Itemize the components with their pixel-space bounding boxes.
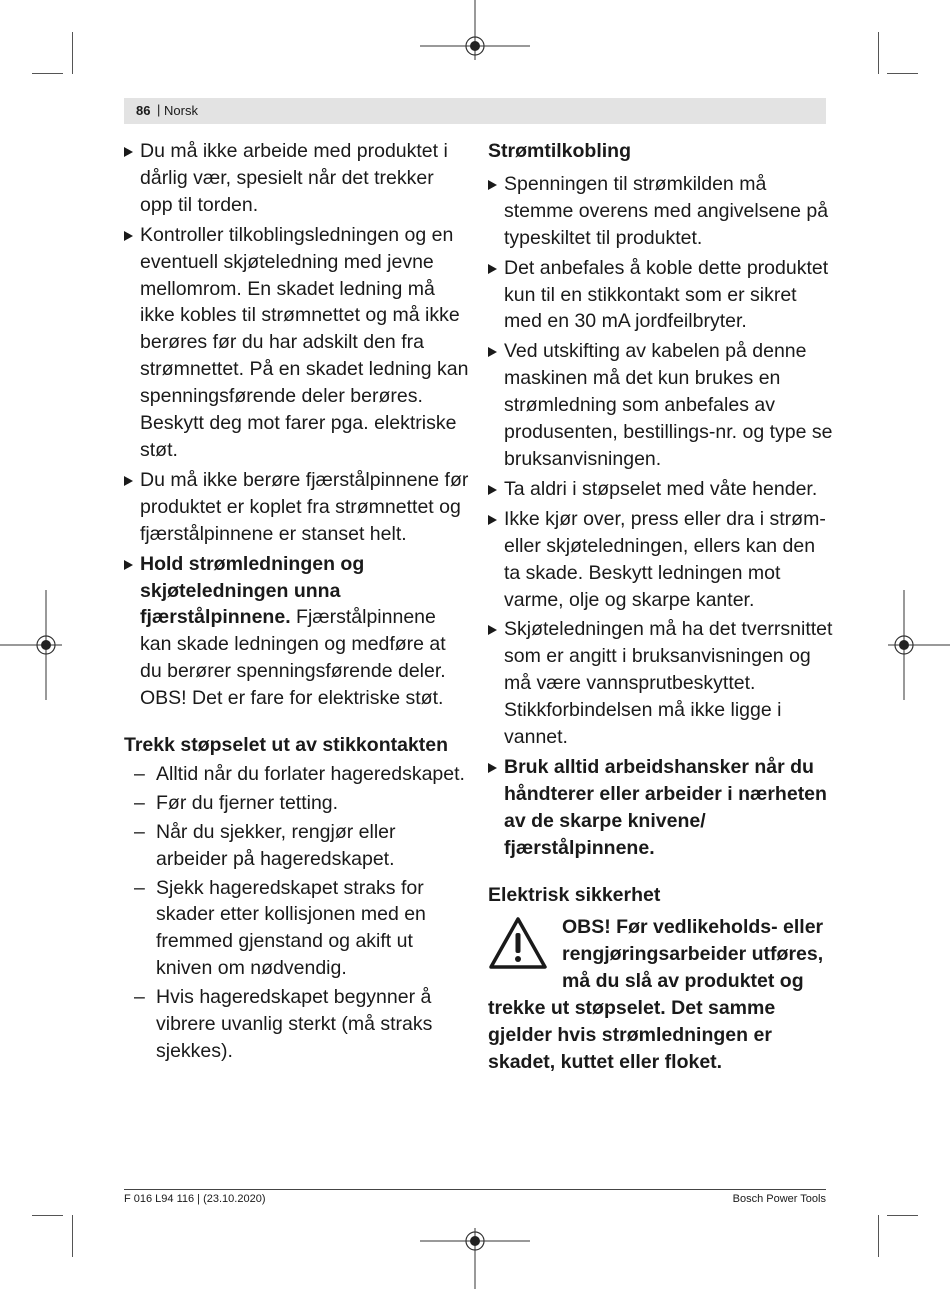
warning-triangle-icon	[488, 916, 548, 970]
triangle-bullet-icon	[124, 476, 133, 486]
bullet-item: Ta aldri i støpselet med våte hender.	[488, 476, 833, 503]
header-separator: |	[157, 102, 161, 117]
triangle-bullet-icon	[124, 147, 133, 157]
triangle-bullet-icon	[488, 625, 497, 635]
bullet-item: Du må ikke arbeide med produktet i dårlig vær, spesielt når det trekker opp til torden.	[124, 138, 469, 219]
triangle-bullet-icon	[488, 515, 497, 525]
bullet-item: Spenningen til strømkilden må stemme overens med angivelsene på typeskiltet til produktet.	[488, 171, 833, 252]
warning-text: OBS! Før vedlikeholds- eller rengjøringsarbeider utføres, må du slå av produktet og trekke ut støpselet. Det samme gjelder hvis strømledningen er skadet, kuttet eller floket.	[488, 916, 824, 1073]
warning-block	[488, 914, 833, 1075]
registration-mark-left	[0, 590, 75, 700]
triangle-bullet-icon	[488, 485, 497, 495]
triangle-bullet-icon	[488, 264, 497, 274]
footer-doc-id: F 016 L94 116 | (23.10.2020)	[124, 1193, 266, 1205]
triangle-bullet-icon	[488, 180, 497, 190]
header-language: Norsk	[164, 103, 198, 118]
dash-item: – Hvis hageredskapet begynner å vibrere uvanlig sterkt (må straks sjekkes).	[134, 986, 433, 1062]
registration-mark-right	[875, 590, 950, 700]
registration-mark-bottom	[420, 1214, 530, 1289]
page-footer	[124, 1189, 826, 1205]
bullet-item: Skjøteledningen må ha det tverrsnittet som er angitt i bruksanvisningen og må være vannsprutbeskyttet. Stikkforbindelsen må ikke ligge i vannet.	[488, 616, 833, 751]
page-header	[124, 98, 826, 124]
triangle-bullet-icon	[124, 231, 133, 241]
page-number: 86	[136, 103, 151, 118]
triangle-bullet-icon	[488, 763, 497, 773]
bullet-item: Du må ikke berøre fjærstålpinnene før produktet er koplet fra strømnettet og fjærstålpinnene er stanset helt.	[124, 467, 469, 548]
registration-mark-top	[420, 0, 530, 75]
section-heading-power: Strømtilkobling	[488, 140, 631, 162]
bullet-item: Kontroller tilkoblingsledningen og en eventuell skjøteledning med jevne mellomrom. En skadet ledning må ikke kobles til strømnettet og må ikke berøres før du har adskilt den fra strømnettet. På en skadet ledning kan spenningsførende deler berøres. Beskytt deg mot farer pga. elektriske støt.	[124, 222, 469, 464]
bullet-item: Det anbefales å koble dette produktet kun til en stikkontakt som er sikret med en 30 mA jordfeilbryter.	[488, 255, 833, 336]
right-column	[488, 138, 833, 1076]
left-column	[124, 138, 469, 1067]
triangle-bullet-icon	[124, 560, 133, 570]
dash-item: – Alltid når du forlater hageredskapet.	[134, 762, 465, 785]
bold-lead: Hold strømledningen og skjøteledningen unna fjærstålpinnene.	[140, 552, 365, 629]
section-heading-electrical-safety: Elektrisk sikkerhet	[488, 883, 661, 906]
bullet-item	[488, 754, 833, 862]
bold-lead: Bruk alltid arbeidshansker når du håndterer eller arbeider i nærheten av de skarpe knivene/ fjærstålpinnene.	[504, 755, 827, 859]
bullet-item: Hold strømledningen og skjøteledningen unna fjærstålpinnene. Fjærstålpinnene kan skade ledningen og medføre at du berører spenningsførende deler. OBS! Det er fare for elektriske støt.	[124, 551, 469, 712]
bullet-item: Ikke kjør over, press eller dra i strøm- eller skjøteledningen, ellers kan den ta skade. Beskytt ledningen mot varme, olje og skarpe kanter.	[488, 506, 833, 614]
section-heading-unplug: Trekk støpselet ut av stikkontakten	[124, 734, 449, 757]
dash-item: – Sjekk hageredskapet straks for skader etter kollisjonen med en fremmed gjenstand og akift ut kniven om nødvendig.	[134, 876, 426, 980]
bullet-item: Ved utskifting av kabelen på denne maskinen må det kun brukes en strømledning som anbefales av produsenten, bestillings-nr. og type se bruksanvisningen.	[488, 338, 833, 473]
dash-item: – Før du fjerner tetting.	[134, 791, 339, 814]
dash-item: – Når du sjekker, rengjør eller arbeider på hageredskapet.	[134, 820, 396, 870]
triangle-bullet-icon	[488, 347, 497, 357]
footer-brand: Bosch Power Tools	[732, 1193, 826, 1205]
